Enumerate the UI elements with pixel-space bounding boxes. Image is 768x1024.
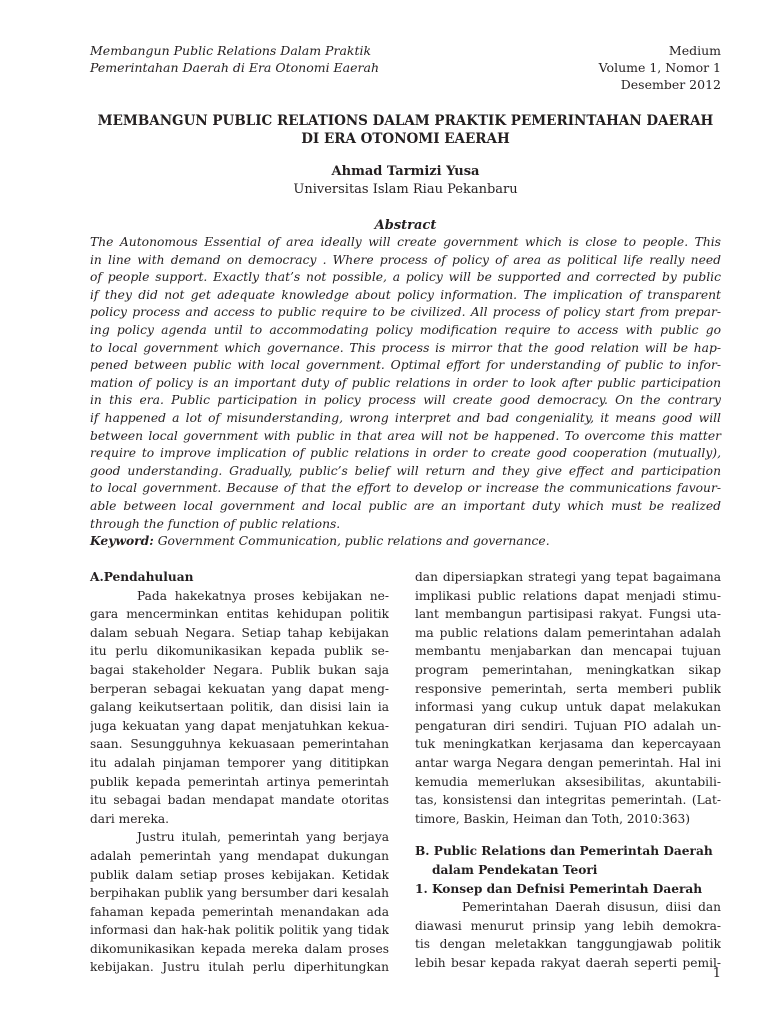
body-line: galang keikutsertaan politik, dan disisi lain ia: [90, 700, 389, 715]
body-line: lebih besar kepada rakyat daerah seperti pemil-: [415, 955, 721, 970]
abstract-line: policy process and access to public require to be civilized. All process of policy start from prepar-: [90, 305, 721, 320]
body-line: itu perlu dikomunikasikan kepada publik se-: [90, 644, 389, 659]
abstract-line: able between local government and local public are an important duty which must be realized: [90, 498, 721, 513]
body-line: tas, konsistensi dan integritas pemerintah. (Lat-: [415, 793, 721, 808]
body-line: dari mereka.: [90, 811, 169, 826]
keyword-text: Government Communication, public relations and governance.: [153, 534, 550, 548]
abstract-body: [90, 234, 721, 533]
section-heading-b-cont: dalam Pendekatan Teori: [432, 862, 598, 877]
journal-date: Desember 2012: [620, 77, 721, 92]
body-line: saan. Sesungguhnya kekuasaan pemerintahan: [90, 737, 389, 752]
abstract-line: to local government. Because of that the effort to develop or increase the communications favour-: [90, 481, 721, 496]
body-line: kebijakan. Justru itulah perlu diperhitungkan: [90, 960, 389, 975]
body-line: lant membangun partisipasi rakyat. Fungsi uta-: [415, 607, 721, 622]
body-line: Pemerintahan Daerah disusun, diisi dan: [462, 900, 721, 915]
body-line: dalam sebuah Negara. Setiap tahap kebijakan: [90, 625, 389, 640]
abstract-line: in this era. Public participation in policy process will create good democracy. On the contrary: [90, 393, 721, 408]
abstract-line: ing policy agenda until to accommodating policy modification require to access with public go: [90, 322, 721, 337]
body-line: ma public relations dalam pemerintahan adalah: [415, 625, 721, 640]
body-line: program pemerintahan, meningkatkan sikap: [415, 662, 721, 677]
paper-title-line: MEMBANGUN PUBLIC RELATIONS DALAM PRAKTIK PEMERINTAHAN DAERAH: [97, 113, 714, 129]
section-heading-b: B. Public Relations dan Pemerintah Daerah: [415, 844, 713, 859]
body-line: itu adalah pinjaman temporer yang dititipkan: [90, 755, 389, 770]
running-header-line: Pemerintahan Daerah di Era Otonomi Eaerah: [90, 60, 379, 75]
abstract-heading: Abstract: [374, 218, 437, 233]
body-line: tis dengan meletakkan tanggungjawab politik: [415, 937, 721, 952]
abstract-line: require to improve implication of public relations in order to create good cooperation (mutually),: [90, 446, 721, 461]
section-heading-a: A.Pendahuluan: [90, 570, 194, 584]
body-line: fahaman kepada pemerintah menandakan ada: [90, 904, 389, 919]
paper-title: [90, 112, 721, 148]
abstract-line: good understanding. Gradually, public’s belief will return and they give effect and participation: [90, 463, 721, 478]
abstract-line: mation of policy is an important duty of public relations in order to look after public participation: [90, 375, 721, 390]
body-line: kemudia memerlukan aksesibilitas, akuntabili-: [415, 774, 721, 789]
abstract-line: in line with demand on democracy . Where process of policy of area as political life really need: [90, 252, 721, 267]
body-line: pengaturan diri sendiri. Tujuan PIO adalah un-: [415, 718, 721, 733]
paper-title-line: DI ERA OTONOMI EAERAH: [301, 131, 510, 147]
body-line: membantu menjabarkan dan mencapai tujuan: [415, 644, 721, 659]
abstract-line: The Autonomous Essential of area ideally will create government which is close to people. This: [90, 235, 721, 249]
journal-volume: Volume 1, Nomor 1: [598, 60, 721, 75]
keyword-label: Keyword:: [90, 533, 154, 548]
body-line: dan dipersiapkan strategi yang tepat bagaimana: [415, 570, 721, 584]
abstract-line: if happened a lot of misunderstanding, wrong interpret and bad congeniality, it means good will: [90, 410, 721, 425]
body-line: publik kepada pemerintah artinya pemerintah: [90, 774, 389, 789]
body-line: timore, Baskin, Heiman dan Toth, 2010:363): [415, 811, 691, 826]
abstract-line: between local government with public in that area will not be happened. To overcome this matter: [90, 428, 721, 443]
keywords: [90, 532, 721, 550]
body-line: juga kekuatan yang dapat menjatuhkan kekua-: [90, 718, 389, 733]
body-line: berpihakan publik yang bersumber dari kesalah: [90, 886, 389, 901]
abstract-line: of people support. Exactly that’s not possible, a policy will be supported and corrected by public: [90, 270, 721, 285]
body-line: tuk meningkatkan kerjasama dan kepercayaan: [415, 737, 721, 752]
right-column: [415, 568, 721, 972]
abstract-line: if they did not get adequate knowledge about policy information. The implication of transparent: [90, 287, 721, 302]
running-header-line: Membangun Public Relations Dalam Praktik: [90, 43, 372, 58]
journal-name: Medium: [668, 43, 721, 58]
body-line: antar warga Negara dengan pemerintah. Hal ini: [415, 755, 721, 770]
abstract-line: pened between public with local government. Optimal effort for understanding of public to infor-: [90, 358, 721, 373]
body-line: dikomunikasikan kepada mereka dalam proses: [90, 941, 389, 956]
running-header-right: [599, 42, 721, 93]
body-line: itu sebagai badan mendapat mandate otoritas: [90, 793, 389, 808]
body-line: bagai stakeholder Negara. Publik bukan saja: [90, 662, 389, 677]
running-header-left: [90, 42, 379, 76]
page-number: 1: [712, 966, 721, 981]
body-line: informasi yang cukup untuk dapat melakukan: [415, 700, 721, 715]
body-line: diawasi menurut prinsip yang lebih demokra-: [415, 918, 721, 933]
body-line: adalah pemerintah yang mendapat dukungan: [90, 848, 389, 863]
abstract-line: to local government which governance. This process is mirror that the good relation will be hap-: [90, 340, 721, 355]
paragraph-gap: [415, 828, 721, 842]
body-line: Justru itulah, pemerintah yang berjaya: [137, 830, 389, 845]
body-line: implikasi public relations dapat menjadi stimu-: [415, 588, 721, 603]
author-affiliation: Universitas Islam Riau Pekanbaru: [293, 182, 518, 197]
subsection-heading-1: 1. Konsep dan Defnisi Pemerintah Daerah: [415, 881, 703, 896]
abstract-line: through the function of public relations.: [90, 516, 341, 531]
body-line: Pada hakekatnya proses kebijakan ne-: [137, 588, 389, 603]
body-line: gara mencerminkan entitas kehidupan politik: [90, 607, 389, 622]
body-line: informasi dan hak-hak politik politik yang tidak: [90, 923, 389, 938]
body-line: berperan sebagai kekuatan yang dapat meng-: [90, 681, 389, 696]
left-column: [90, 568, 389, 977]
author-name: Ahmad Tarmizi Yusa: [331, 164, 480, 179]
body-line: publik dalam setiap proses kebijakan. Ketidak: [90, 867, 389, 882]
body-line: responsive pemerintah, serta memberi publik: [415, 681, 721, 696]
